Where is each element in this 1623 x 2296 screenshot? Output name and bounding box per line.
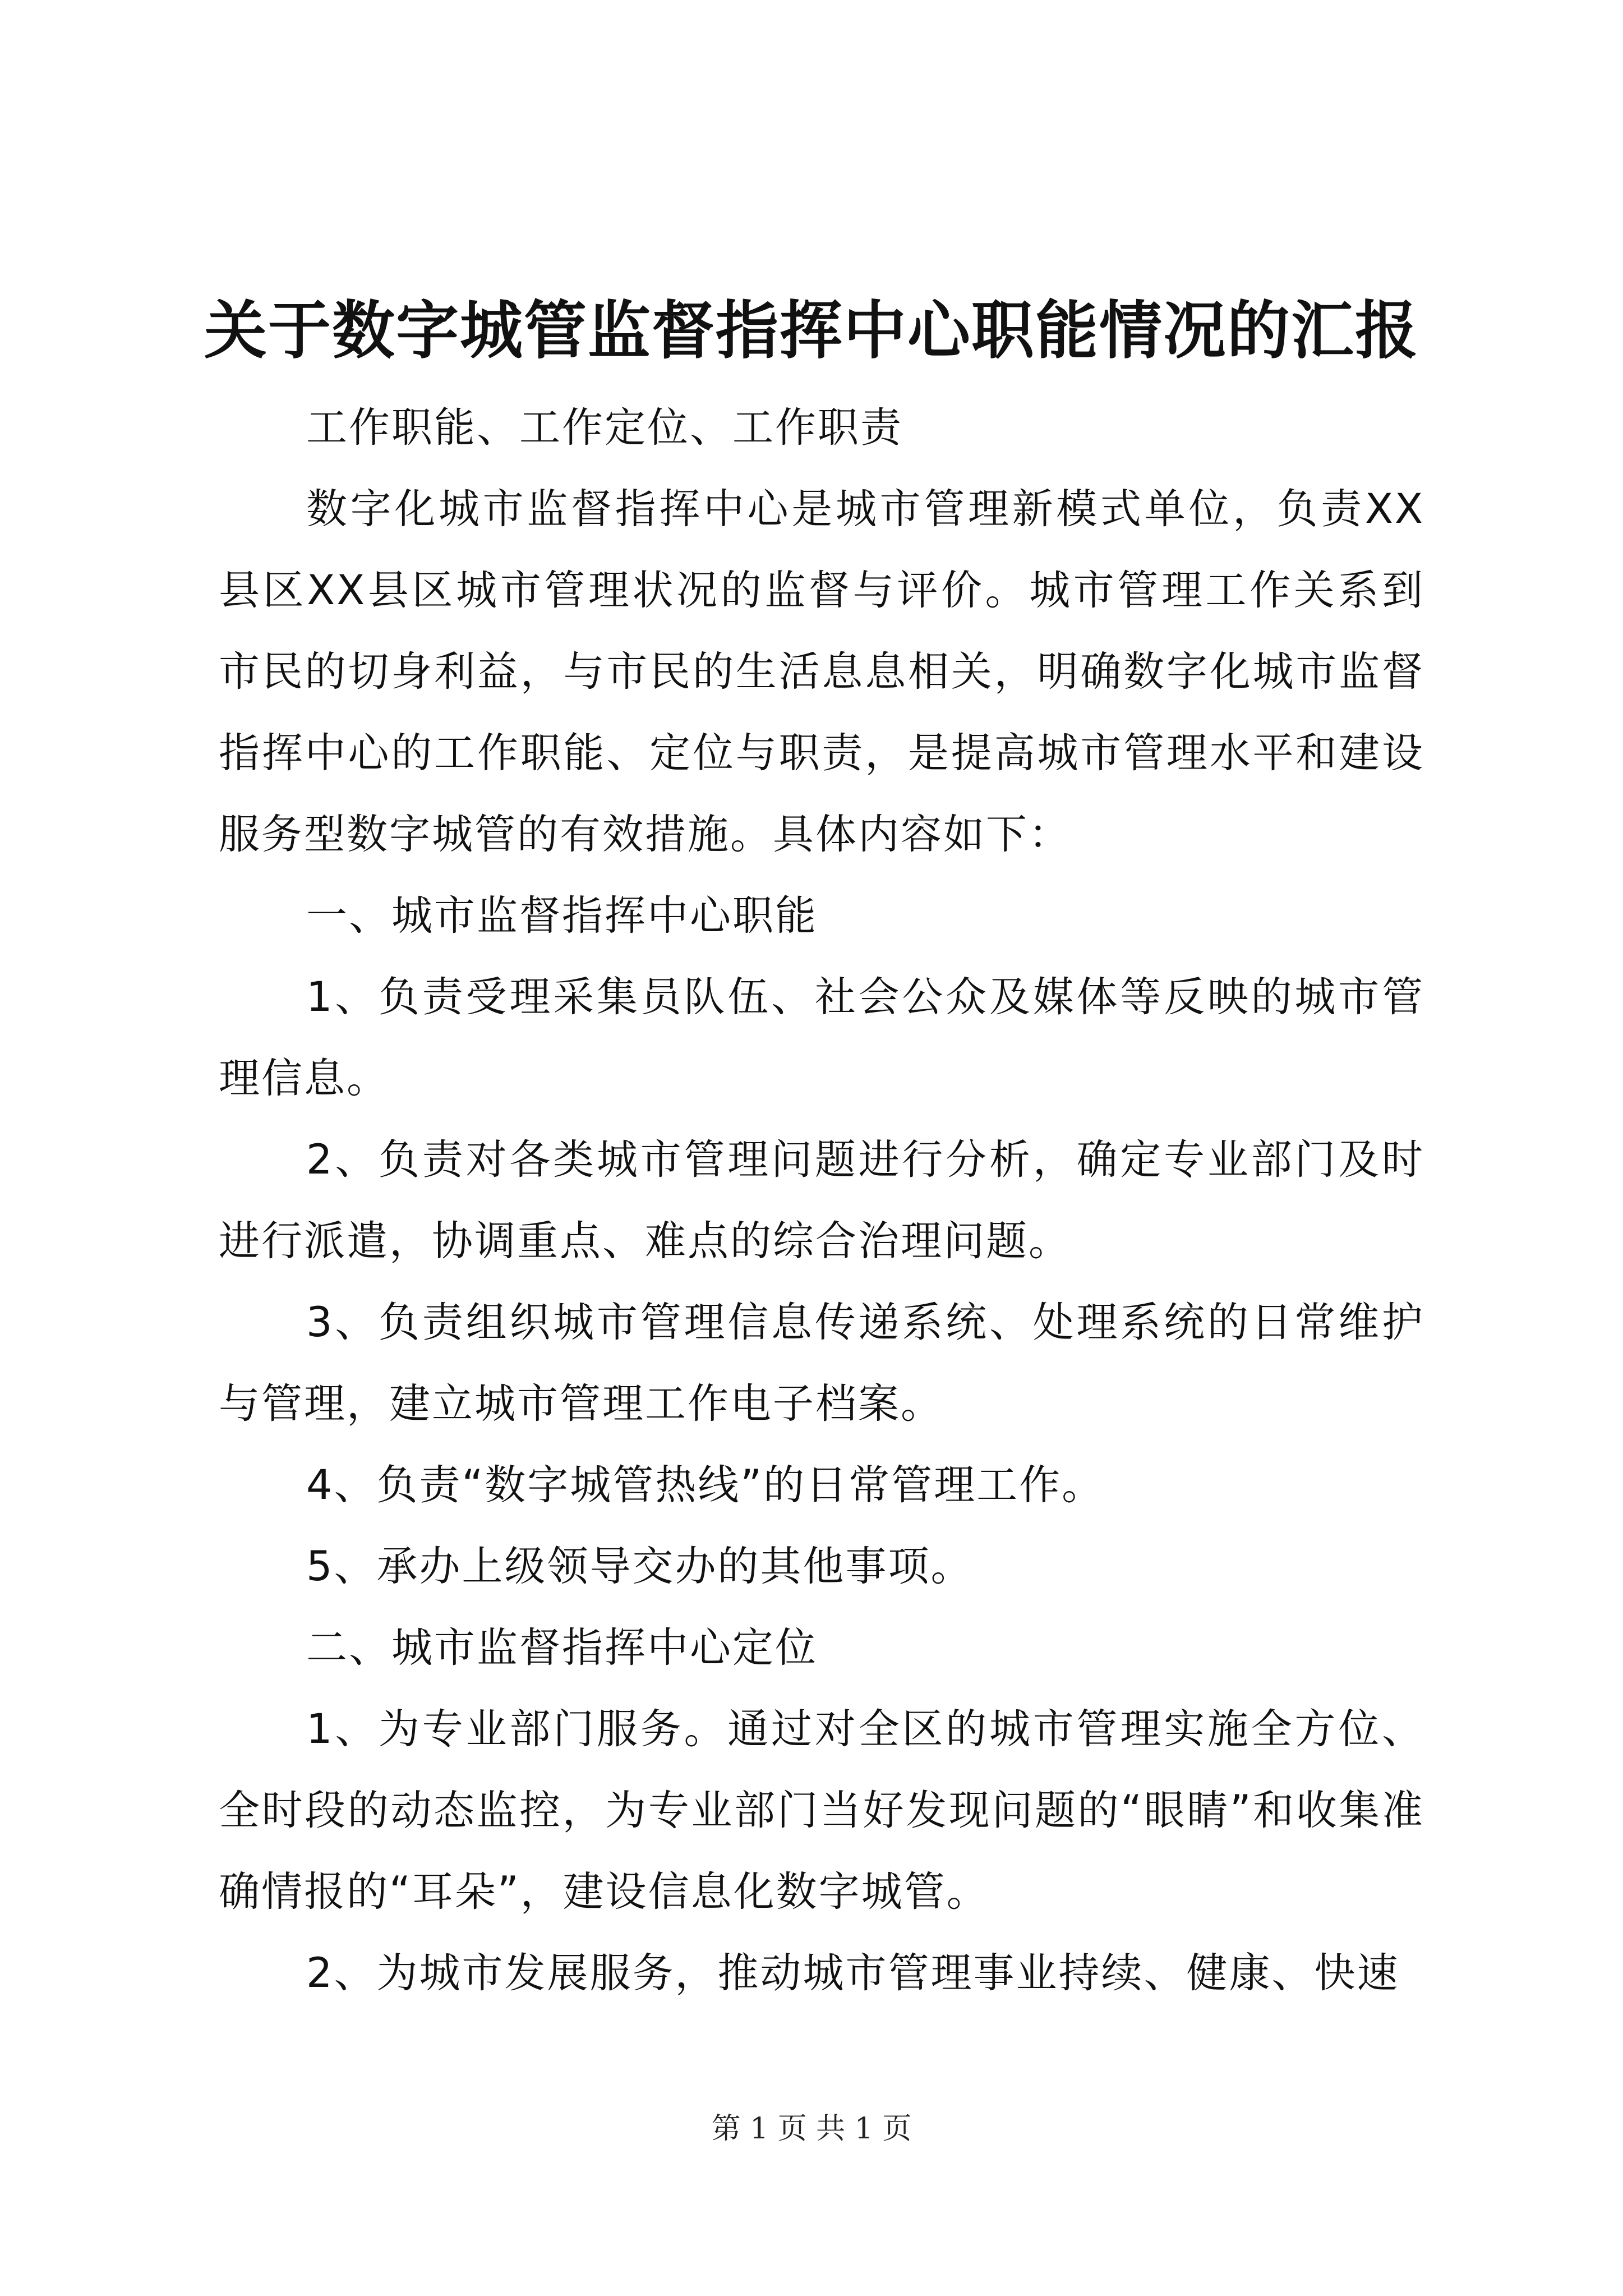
list-item: 1、负责受理采集员队伍、社会公众及媒体等反映的城市管理信息。	[219, 973, 1424, 1102]
list-item: 1、为专业部门服务。通过对全区的城市管理实施全方位、全时段的动态监控，为专业部门当好发现问题的“眼睛”和收集准确情报的“耳朵”，建设信息化数字城管。	[219, 1705, 1424, 1916]
paragraph: 工作职能、工作定位、工作职责	[306, 404, 903, 452]
section-heading: 一、城市监督指挥中心职能	[306, 892, 818, 940]
list-item: 2、为城市发展服务，推动城市管理事业持续、健康、快速	[306, 1949, 1400, 1997]
list-item: 4、负责“数字城管热线”的日常管理工作。	[306, 1461, 1105, 1509]
list-item: 3、负责组织城市管理信息传递系统、处理系统的日常维护与管理，建立城市管理工作电子档案。	[219, 1299, 1424, 1428]
paragraph: 数字化城市监督指挥中心是城市管理新模式单位，负责XX县区XX县区城市管理状况的监督与评价。城市管理工作关系到市民的切身利益，与市民的生活息息相关，明确数字化城市监督指挥中心的工作职能、定位与职责，是提高城市管理水平和建设服务型数字城管的有效措施。具体内容如下：	[219, 485, 1424, 858]
document-title: 关于数字城管监督指挥中心职能情况的汇报	[204, 294, 1419, 367]
page-footer: 第 1 页 共 1 页	[711, 2112, 912, 2146]
document-body	[219, 387, 1424, 2014]
list-item: 5、承办上级领导交办的其他事项。	[306, 1543, 974, 1590]
section-heading: 二、城市监督指挥中心定位	[306, 1624, 818, 1672]
list-item: 2、负责对各类城市管理问题进行分析，确定专业部门及时进行派遣，协调重点、难点的综合治理问题。	[219, 1136, 1424, 1265]
